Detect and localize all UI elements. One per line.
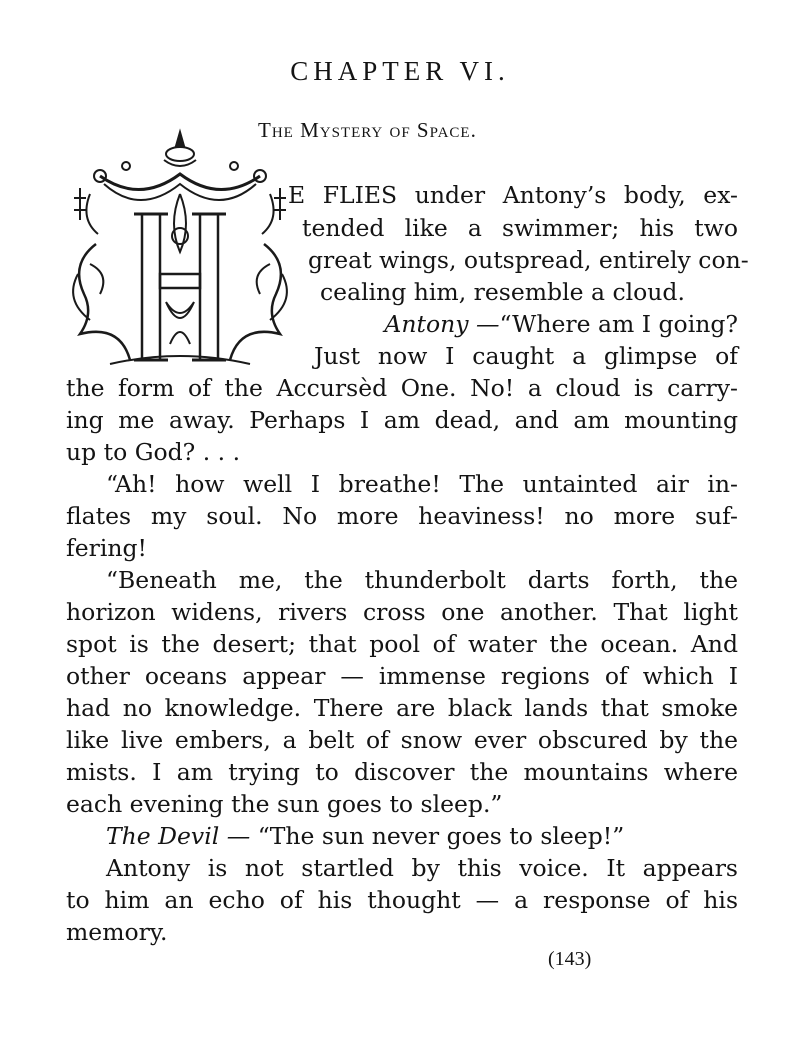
text-line: other oceans appear — immense regions of which I <box>66 662 738 690</box>
text-line: “Ah! how well I breathe! The untainted air in- <box>106 470 738 498</box>
text-line: great wings, outspread, entirely con- <box>308 246 749 274</box>
text-line: each evening the sun goes to sleep.” <box>66 790 503 818</box>
text-line: had no knowledge. There are black lands that smoke <box>66 694 738 722</box>
text-line: tended like a swimmer; his two <box>302 214 738 242</box>
speech-text: “The sun never goes to sleep!” <box>257 822 625 850</box>
text-line: horizon widens, rivers cross one another. That light <box>66 598 738 626</box>
speaker-label: Antony — <box>384 310 500 338</box>
page-number: (143) <box>548 948 592 970</box>
text-line: like live embers, a belt of snow ever obscured by the <box>66 726 738 754</box>
speech-line <box>340 309 738 340</box>
text-line: fering! <box>66 534 147 562</box>
text-line: to him an echo of his thought — a response of his <box>66 886 738 914</box>
text-line: memory. <box>66 918 168 946</box>
text-line: Antony is not startled by this voice. It appears <box>106 854 738 882</box>
text-line: cealing him, resemble a cloud. <box>320 278 685 306</box>
chapter-subtitle: The Mystery of Space. <box>258 118 477 142</box>
speech-text: “Where am I going? <box>499 310 738 338</box>
text-line: “Beneath me, the thunderbolt darts forth, the <box>106 566 738 594</box>
chapter-heading: CHAPTER VI. <box>290 56 510 86</box>
text-line: the form of the Accursèd One. No! a cloud is carry- <box>66 374 738 402</box>
text-line: Just now I caught a glimpse of <box>314 342 738 370</box>
text-line: ing me away. Perhaps I am dead, and am mounting <box>66 406 738 434</box>
text-line: spot is the desert; that pool of water the ocean. And <box>66 630 738 658</box>
speaker-label: The Devil — <box>106 822 251 850</box>
text-line: up to God? . . . <box>66 438 241 466</box>
text-line: E FLIES under Antony’s body, ex- <box>288 181 738 209</box>
ornamental-dropcap <box>60 124 300 376</box>
text-line: flates my soul. No more heaviness! no more suf- <box>66 502 738 530</box>
speech-line <box>66 821 738 852</box>
text-line: mists. I am trying to discover the mountains where <box>66 758 738 786</box>
